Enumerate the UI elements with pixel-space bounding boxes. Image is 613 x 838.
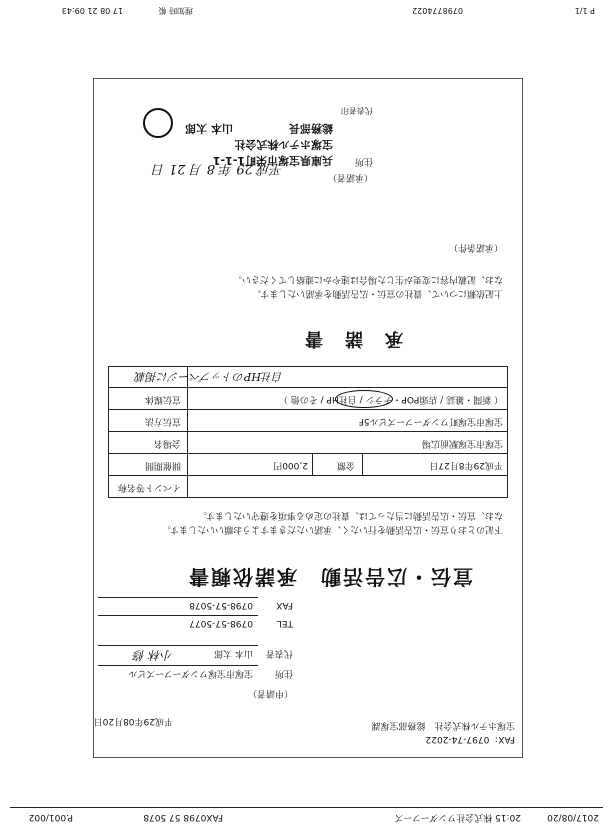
approver-company: 宝塚ホテル株式会社 xyxy=(234,138,333,151)
applicant-name: 山本 太郎 xyxy=(214,648,253,658)
applicant-name-label: 代表者 xyxy=(265,648,293,658)
fax-rx-number: 0798774022 xyxy=(412,6,463,15)
applicant-address: 宝塚市宝塚ワンダーフーズビル xyxy=(128,668,253,678)
applicant-fax-label: FAX xyxy=(276,600,293,610)
doc-fax-line: FAX：0797-74-2022 xyxy=(425,734,515,744)
handwritten-media-note: 自社HPのトップページに掲載 xyxy=(134,370,283,383)
fax-rx-date: 17 08 21 09:43 xyxy=(61,6,123,15)
applicant-handwritten-name: 小林 修 xyxy=(133,648,173,662)
row-label-event: イベント等名称 xyxy=(117,482,181,492)
fax-sender: 20:15 株式会社ワンダーフーズ xyxy=(394,812,521,822)
approval-title: 承 諾 書 xyxy=(303,328,403,349)
doc-recipient: 宝塚ホテル株式会社 総務部宝塚課 xyxy=(371,720,515,730)
applicant-tel-label: TEL xyxy=(276,618,293,628)
row-value-method: 宝塚市宝塚町ワンダーフーズビル5F xyxy=(358,416,503,426)
row-value-venue: 宝塚市宝塚駅前広場 xyxy=(421,438,503,448)
fax-header-rule xyxy=(10,807,603,808)
media-label: 宣伝媒体 xyxy=(144,394,181,404)
request-title: 宣伝・広告活動 承諾依頼書 xyxy=(187,565,473,589)
fax-number: FAX0798 57 5078 xyxy=(143,812,223,822)
approver-title: 総務部長 xyxy=(289,122,333,135)
approver-address: 兵庫県宝塚市栄町1-1-1 xyxy=(212,154,333,167)
approval-intro-1: 上記依頼について、貴社の宣伝・広告活動を承諾いたします。 xyxy=(252,288,503,298)
intro-line-1: 下記のとおり宣伝・広告活動を行いたく、承諾いただきますようお願いいたします。 xyxy=(161,524,503,534)
intro-line-2: なお、宣伝・広告活動に当たっては、貴社の定める事項を遵守いたします。 xyxy=(197,510,503,520)
doc-date: 平成29年08月20日 xyxy=(93,716,173,726)
media-options: （ 新聞・雑誌 / 店頭POP・チラシ / 自社HP / その他 ） xyxy=(278,394,503,404)
row-value-period: 平成29年8月27日 xyxy=(429,460,503,470)
approver-name: 山本 太郎 xyxy=(185,122,233,135)
fax-rx-page: P 1/1 xyxy=(574,6,595,15)
approver-label: （承諾者） xyxy=(327,172,373,182)
amount-value: 2,000円 xyxy=(273,460,308,470)
applicant-address-label: 住所 xyxy=(274,668,293,678)
approval-intro-2: なお、記載内容に変更が生じた場合は速やかに連絡してください。 xyxy=(232,274,503,284)
approver-address-label: 住所 xyxy=(354,156,373,166)
amount-label: 金額 xyxy=(336,460,355,470)
row-label-method: 宣伝方法 xyxy=(144,416,181,426)
fax-page-number: P.001/002 xyxy=(28,812,73,822)
applicant-label: （申請者） xyxy=(247,688,293,698)
approver-sign-label: 代表者印 xyxy=(341,106,373,115)
document-border xyxy=(93,78,523,758)
applicant-fax: 0798-57-5078 xyxy=(189,600,253,610)
row-label-period: 開催期間 xyxy=(144,460,181,470)
fax-rx-sender: 理知時 帳 xyxy=(158,6,193,15)
fax-date: 2017/08/20 xyxy=(547,812,599,822)
row-label-venue: 会場名 xyxy=(153,438,181,448)
approval-condition: （承諾条件） xyxy=(448,242,503,252)
approval-date: 平成 29 年 8 月 21 日 xyxy=(151,161,283,176)
applicant-tel: 0798-57-5077 xyxy=(189,618,253,628)
